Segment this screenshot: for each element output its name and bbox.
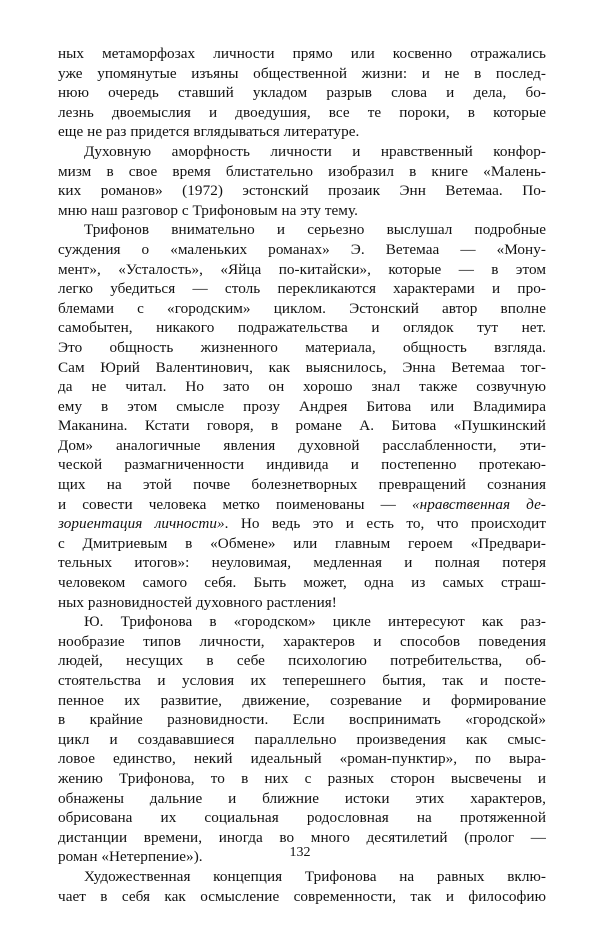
- text-line: суждения о «маленьких романах» Э. Ветемаа — «Мону-: [58, 240, 546, 258]
- text-line: нюю очередь ставший укладом разрыв слова и дела, бо-: [58, 84, 546, 102]
- text-line: Дом» аналогичные явления духовной расслабленности, эти-: [58, 436, 546, 454]
- text-line: чает в себя как осмысление современности, так и философию: [58, 887, 546, 905]
- text-line: Сам Юрий Валентинович, как выяснилось, Энна Ветемаа тог-: [58, 358, 546, 376]
- text-line: роман «Нетерпение»).: [58, 848, 203, 866]
- text-line: людей, несущих в себе психологию потребительства, об-: [58, 652, 546, 670]
- text-line: [58, 495, 546, 515]
- text-line: щих на этой почве болезнетворных превращений сознания: [58, 476, 546, 494]
- text-line: обрисована их социальная родословная на протяженной: [58, 809, 546, 827]
- text-line: мню наш разговор с Трифоновым на эту тему.: [58, 201, 358, 219]
- text-line: ему в этом смысле прозу Андрея Битова или Владимира: [58, 397, 546, 415]
- page-number: 132: [289, 845, 311, 860]
- text-line: Это общность жизненного материала, общность взгляда.: [58, 338, 546, 356]
- italic-quote: зориентация личности»: [58, 515, 225, 533]
- text-line: обнажены дальние и ближние истоки этих характеров,: [58, 789, 546, 807]
- text-line: Художественная концепция Трифонова на равных вклю-: [84, 867, 546, 885]
- text-line: [58, 514, 546, 534]
- text-line: легко убедиться — столь перекликаются характерами и про-: [58, 280, 546, 298]
- book-page-text: [58, 44, 546, 906]
- text-run: . Но ведь это и есть то, что происходит: [224, 515, 546, 533]
- text-line: еще не раз придется вглядываться литературе.: [58, 123, 360, 141]
- text-line: Маканина. Кстати говоря, в романе А. Битова «Пушкинский: [58, 417, 546, 435]
- text-line: с Дмитриевым в «Обмене» или главным героем «Предвари-: [58, 534, 546, 552]
- text-line: дистанции времени, иногда во много десятилетий (пролог —: [58, 828, 546, 846]
- text-line: нообразие типов личности, характеров и способов поведения: [58, 632, 546, 650]
- text-line: жению Трифонова, то в них с разных сторон высвечены и: [58, 769, 546, 787]
- text-line: блемами с «городским» циклом. Эстонский автор вполне: [58, 299, 546, 317]
- text-line: тельных итогов»: неуловимая, медленная и полная потеря: [58, 554, 546, 572]
- text-line: мизм в свое время блистательно изобразил в книге «Малень-: [58, 162, 546, 180]
- text-line: ческой размагниченности индивида и постепенно протекаю-: [58, 456, 546, 474]
- italic-quote: «нравственная де-: [411, 495, 546, 513]
- text-line: пенное их развитие, движение, созревание и формирование: [58, 691, 546, 709]
- text-line: ных метаморфозах личности прямо или косвенно отражались: [58, 45, 546, 62]
- text-run: и совести человека метко поименованы —: [58, 495, 412, 513]
- text-line: самобытен, никакого подражательства и оглядок тут нет.: [58, 319, 546, 337]
- text-line: в крайние разновидности. Если воспринимать «городской»: [58, 711, 546, 729]
- text-line: стоятельства и условия их теперешнего бытия, так и посте-: [58, 672, 546, 689]
- text-line: ких романов» (1972) эстонский прозаик Энн Ветемаа. По-: [58, 182, 546, 200]
- text-line: ловое единство, некий идеальный «роман-пунктир», по выра-: [58, 750, 546, 768]
- text-line: Духовную аморфность личности и нравственный конфор-: [84, 142, 546, 160]
- text-line: лезнь двоемыслия и двоедушия, все те пороки, в которые: [58, 103, 546, 121]
- text-line: ных разновидностей духовного растления!: [58, 593, 337, 611]
- text-line: цикл и создававшиеся параллельно произведения как смыс-: [58, 730, 546, 748]
- text-line: мент», «Усталость», «Яйца по-китайски», которые — в этом: [58, 260, 546, 278]
- text-line: человеком самого себя. Быть может, одна из самых страш-: [58, 574, 546, 592]
- text-line: Трифонов внимательно и серьезно выслушал подробные: [84, 221, 546, 239]
- text-line: уже упомянутые изъяны общественной жизни: и не в послед-: [58, 64, 546, 82]
- text-line: Ю. Трифонова в «городском» цикле интересуют как раз-: [84, 613, 546, 631]
- text-line: да не читал. Но зато он хорошо знал также созвучную: [58, 378, 546, 396]
